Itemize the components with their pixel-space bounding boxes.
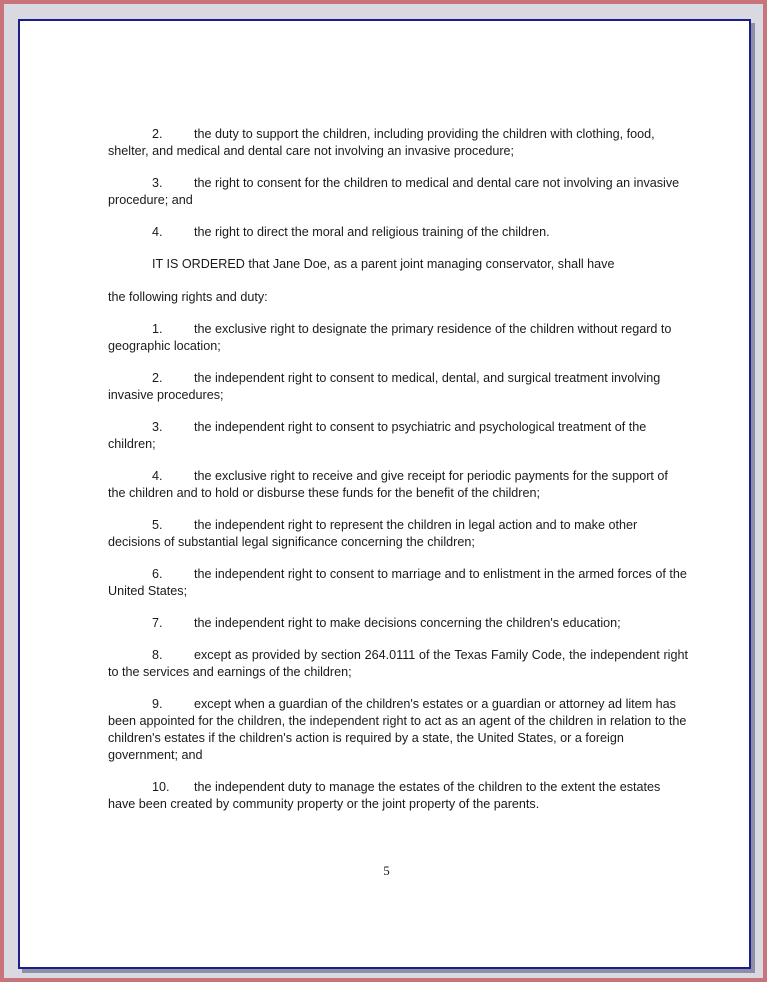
item-text: except as provided by section 264.0111 of the Texas Family Code, the independent right to the services and earnings of the children; — [108, 648, 688, 679]
item-text: the right to consent for the children to medical and dental care not involving an invasive procedure; and — [108, 176, 680, 207]
item-text: the independent right to make decisions concerning the children's education; — [194, 616, 621, 630]
rights-intro-text: the following rights and duty: — [108, 290, 268, 304]
item-text: except when a guardian of the children's estates or a guardian or attorney ad litem has been appointed for the children, the independent right to act as an agent of the children in relation to the children's estates if the children's action is required by a state, the United States, or a foreign government; and — [108, 697, 687, 762]
item-number: 4. — [152, 469, 163, 483]
paragraph-item-6 — [108, 566, 688, 600]
paragraph-item-2a — [108, 126, 688, 160]
item-number: 3. — [152, 176, 163, 190]
paragraph-item-8 — [108, 647, 688, 681]
item-number: 10. — [152, 780, 170, 794]
item-number: 3. — [152, 420, 163, 434]
item-number: 8. — [152, 648, 163, 662]
paragraph-item-9 — [108, 696, 688, 764]
paragraph-item-2 — [108, 370, 688, 404]
item-text: the independent right to consent to marriage and to enlistment in the armed forces of the United States; — [108, 567, 687, 598]
paragraph-item-4a — [108, 224, 688, 241]
paragraph-item-10 — [108, 779, 688, 813]
item-number: 7. — [152, 616, 163, 630]
item-number: 6. — [152, 567, 163, 581]
item-number: 5. — [152, 518, 163, 532]
item-text: the independent right to represent the children in legal action and to make other decisions of substantial legal significance concerning the children; — [108, 518, 638, 549]
item-number: 2. — [152, 371, 163, 385]
item-number: 4. — [152, 225, 163, 239]
paragraph-item-3 — [108, 419, 688, 453]
document-body — [108, 126, 688, 828]
item-text: the right to direct the moral and religious training of the children. — [194, 225, 550, 239]
document-page — [18, 19, 751, 969]
page-number: 5 — [383, 863, 390, 878]
paragraph-item-4 — [108, 468, 688, 502]
item-text: the independent right to consent to medical, dental, and surgical treatment involving invasive procedures; — [108, 371, 661, 402]
item-text: the duty to support the children, including providing the children with clothing, food, shelter, and medical and dental care not involving an invasive procedure; — [108, 127, 655, 158]
item-text: the independent right to consent to psychiatric and psychological treatment of the children; — [108, 420, 647, 451]
item-text: the exclusive right to receive and give receipt for periodic payments for the support of the children and to hold or disburse these funds for the benefit of the children; — [108, 469, 668, 500]
paragraph-item-7 — [108, 615, 688, 632]
item-number: 2. — [152, 127, 163, 141]
order-paragraph — [108, 256, 688, 273]
item-text: the independent duty to manage the estates of the children to the extent the estates have been created by community property or the joint property of the parents. — [108, 780, 661, 811]
item-text: the exclusive right to designate the primary residence of the children without regard to geographic location; — [108, 322, 672, 353]
paragraph-item-5 — [108, 517, 688, 551]
item-number: 9. — [152, 697, 163, 711]
paragraph-item-3a — [108, 175, 688, 209]
item-number: 1. — [152, 322, 163, 336]
paragraph-item-1 — [108, 321, 688, 355]
rights-intro — [108, 289, 688, 306]
order-text: IT IS ORDERED that Jane Doe, as a parent joint managing conservator, shall have — [152, 257, 615, 271]
